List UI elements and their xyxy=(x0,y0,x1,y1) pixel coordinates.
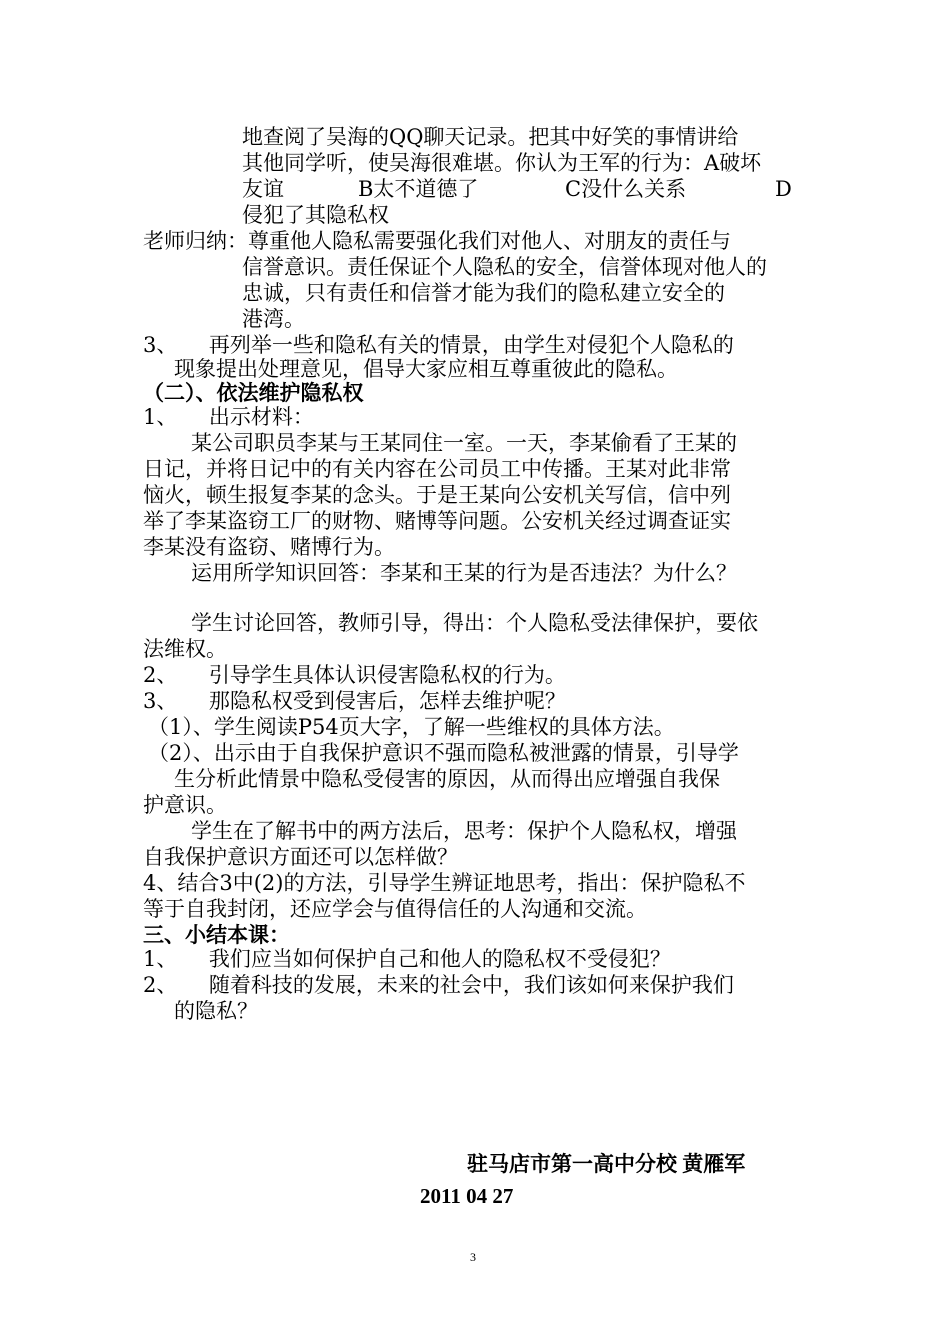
text-line: 2、 随着科技的发展，未来的社会中，我们该如何来保护我们 xyxy=(143,973,734,997)
text-line: （1）、学生阅读P54页大字，了解一些维权的具体方法。 xyxy=(148,715,675,739)
text-line: 1、 出示材料： xyxy=(143,405,314,429)
text-line: 现象提出处理意见，倡导大家应相互尊重彼此的隐私。 xyxy=(174,357,678,381)
text-line: 等于自我封闭，还应学会与值得信任的人沟通和交流。 xyxy=(143,897,647,921)
text-line: 港湾。 xyxy=(242,307,305,331)
option-c: C没什么关系 xyxy=(565,177,687,201)
text-line: 信誉意识。责任保证个人隐私的安全，信誉体现对他人的 xyxy=(242,255,767,279)
text-line: 护意识。 xyxy=(143,793,227,817)
option-b: B太不道德了 xyxy=(358,177,479,201)
text-line: 老师归纳：尊重他人隐私需要强化我们对他人、对朋友的责任与 xyxy=(143,229,731,253)
text-line: 运用所学知识回答：李某和王某的行为是否违法？为什么？ xyxy=(191,561,737,585)
signature-author: 驻马店市第一高中分校 黄雁军 xyxy=(467,1152,746,1176)
text-line: 侵犯了其隐私权 xyxy=(242,203,389,227)
text-line: 4、结合3中(2)的方法，引导学生辨证地思考，指出：保护隐私不 xyxy=(143,871,746,895)
section-heading: 三、小结本课： xyxy=(143,922,290,947)
text-line: 学生在了解书中的两方法后，思考：保护个人隐私权，增强 xyxy=(191,819,737,843)
signature-date: 2011 04 27 xyxy=(420,1184,514,1208)
text-line: 忠诚，只有责任和信誉才能为我们的隐私建立安全的 xyxy=(242,281,725,305)
text-line: 李某没有盗窃、赌博行为。 xyxy=(143,535,395,559)
text-line: 恼火，顿生报复李某的念头。于是王某向公安机关写信，信中列 xyxy=(143,483,731,507)
text-line: 友谊 xyxy=(242,177,284,201)
page-number: 3 xyxy=(470,1250,476,1264)
text-line: 日记，并将日记中的有关内容在公司员工中传播。王某对此非常 xyxy=(143,457,731,481)
section-heading: （二）、依法维护隐私权 xyxy=(143,380,364,405)
text-line: 3、 那隐私权受到侵害后，怎样去维护呢？ xyxy=(143,689,566,713)
text-line: 2、 引导学生具体认识侵害隐私权的行为。 xyxy=(143,663,566,687)
text-line: 其他同学听，使吴海很难堪。你认为王军的行为：A破坏 xyxy=(242,151,762,175)
text-line: 的隐私？ xyxy=(174,999,258,1023)
text-line: 自我保护意识方面还可以怎样做？ xyxy=(143,845,458,869)
text-line: 举了李某盗窃工厂的财物、赌博等问题。公安机关经过调查证实 xyxy=(143,509,731,533)
text-line: 法维权。 xyxy=(143,637,227,661)
text-line: 3、 再列举一些和隐私有关的情景，由学生对侵犯个人隐私的 xyxy=(143,333,734,357)
text-line: （2）、出示由于自我保护意识不强而隐私被泄露的情景，引导学 xyxy=(148,741,739,765)
text-line: 某公司职员李某与王某同住一室。一天，李某偷看了王某的 xyxy=(191,431,737,455)
option-d: D xyxy=(775,177,792,201)
text-line: 1、 我们应当如何保护自己和他人的隐私权不受侵犯？ xyxy=(143,947,671,971)
text-line: 生分析此情景中隐私受侵害的原因，从而得出应增强自我保 xyxy=(174,767,720,791)
text-line: 地查阅了吴海的QQ聊天记录。把其中好笑的事情讲给 xyxy=(242,125,739,149)
text-line: 学生讨论回答，教师引导，得出：个人隐私受法律保护，要依 xyxy=(191,611,758,635)
